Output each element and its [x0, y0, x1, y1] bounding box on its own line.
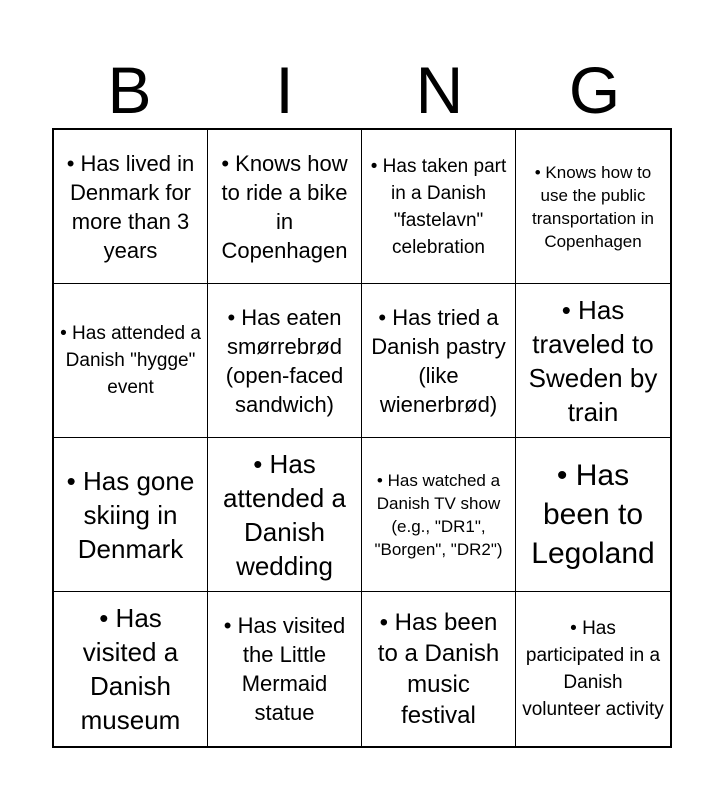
- header-letter-g: G: [568, 53, 621, 127]
- bingo-cell-r2-c1[interactable]: [54, 284, 208, 438]
- bingo-cell-text: • Has lived in Denmark for more than 3 years: [66, 150, 195, 263]
- bingo-cell-text: • Has gone skiing in Denmark: [66, 465, 195, 564]
- bingo-cell-r4-c1[interactable]: [54, 592, 208, 746]
- bingo-cell-text: • Has watched a Danish TV show (e.g., "DR1", "Borgen", "DR2"): [374, 470, 503, 559]
- bingo-cell-r2-c2[interactable]: [208, 284, 362, 438]
- bingo-cell-text: • Has participated in a Danish volunteer activity: [522, 618, 664, 720]
- bingo-header: [52, 52, 672, 128]
- bingo-cell-r1-c1[interactable]: [54, 130, 208, 284]
- bingo-cell-text: • Has visited the Little Mermaid statue: [223, 613, 346, 725]
- bingo-cell-r1-c2[interactable]: [208, 130, 362, 284]
- header-letter-b: B: [107, 53, 152, 127]
- bingo-cell-text: • Has visited a Danish museum: [80, 603, 181, 735]
- bingo-cell-r2-c4[interactable]: [516, 284, 670, 438]
- bingo-cell-text: • Has attended a Danish wedding: [223, 448, 346, 581]
- bingo-cell-text: • Has tried a Danish pastry (like wienerbrød): [371, 304, 506, 417]
- bingo-cell-text: • Has eaten smørrebrød (open-faced sandwich): [225, 304, 344, 417]
- bingo-cell-r1-c4[interactable]: [516, 130, 670, 284]
- bingo-cell-text: • Has been to Legoland: [531, 459, 655, 570]
- bingo-cell-r4-c3[interactable]: [362, 592, 516, 746]
- bingo-cell-text: • Knows how to ride a bike in Copenhagen: [221, 150, 348, 263]
- header-letter-n: N: [415, 53, 464, 127]
- bingo-cell-text: • Has taken part in a Danish "fastelavn" celebration: [370, 155, 507, 258]
- bingo-cell-text: • Has attended a Danish "hygge" event: [60, 323, 201, 398]
- bingo-cell-r3-c3[interactable]: [362, 438, 516, 592]
- bingo-cell-text: • Knows how to use the public transportation in Copenhagen: [532, 162, 654, 251]
- bingo-cell-r3-c2[interactable]: [208, 438, 362, 592]
- bingo-cell-r3-c1[interactable]: [54, 438, 208, 592]
- bingo-cell-r4-c2[interactable]: [208, 592, 362, 746]
- header-letter-i: I: [275, 53, 294, 127]
- bingo-cell-r1-c3[interactable]: [362, 130, 516, 284]
- bingo-cell-r4-c4[interactable]: [516, 592, 670, 746]
- bingo-cell-text: • Has traveled to Sweden by train: [528, 294, 658, 427]
- bingo-grid: [52, 128, 672, 748]
- bingo-cell-r2-c3[interactable]: [362, 284, 516, 438]
- bingo-cell-text: • Has been to a Danish music festival: [377, 609, 500, 729]
- bingo-cell-r3-c4[interactable]: [516, 438, 670, 592]
